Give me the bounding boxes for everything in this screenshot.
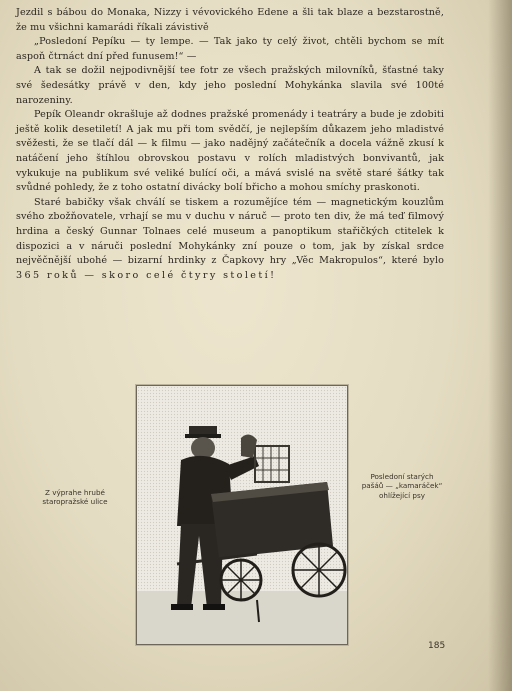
caption-left: Z výprahe hrubé staropražské ulice xyxy=(42,488,108,507)
paragraph: Pepík Oleandr okrašluje až dodnes pražské promenády i teatráry a bude je zdobiti ještě kolik desetiletí! A jak mu při tom svědčí, je nejlepším důkazem jeho mladistvé svěžesti, že se tlačí dál — k filmu — jako nadějný začátečník a docela vážně zkusí k natáčení jeho štíhlou obrovskou postavu v rolích mladistvých bonvivantů, jak vykukuje na publikum své veliké bulící oči, a mává svislé na světě staré šátky tak svůdné pohledy, že z toho ostatní divácky bolí břicho a mohou smíchy praskonoti. xyxy=(16,109,444,194)
spaced-phrase: 365 roků — skoro celé čtyry století! xyxy=(16,269,277,281)
paragraph: Staré babičky však chválí se tiskem a rozumějíce tém — magnetickým kouzlům svého zbožňovatele, vrhají se mu v duchu v náruč — proto ten div, že má teď filmový hrdina a český Gunnar Tolnaes celé museum a panoptikum stařičkých ctitelek k dispozici a v náruči poslední Mohykánky zní pouze o tom, jak by získal srdce nejvěčnější ubohé — bizarní hrdinky z Čapkovy hry „Věc Makropulos“, které bylo 365 roků — skoro celé čtyry století! xyxy=(16,196,444,281)
body-text xyxy=(16,6,444,283)
photo-man-with-cart xyxy=(136,385,348,645)
caption-right: Posledoní starých pašáů — „kamaráček“ ohlížející psy xyxy=(361,472,443,500)
page-spine-shadow xyxy=(488,0,512,691)
paragraph: A tak se dožil nejpodivnější tee fotr ze všech pražských milovníků, šťastné taky své šedesátky právě v den, kdy jeho poslední Mohykánka slavila své 100té narozeniny. xyxy=(16,65,444,106)
paragraph: „Posledoní Pepíku — ty lempe. — Tak jako ty celý život, chtěli bychom se mít aspoň čtrnáct dní před funusem!“ — xyxy=(16,36,444,62)
page-number: 185 xyxy=(428,641,446,651)
paragraph: Jezdil s bábou do Monaka, Nizzy i vévovického Edene a šli tak blaze a bezstarostně, že mu všichni kamarádi říkali závistivě xyxy=(16,7,444,33)
